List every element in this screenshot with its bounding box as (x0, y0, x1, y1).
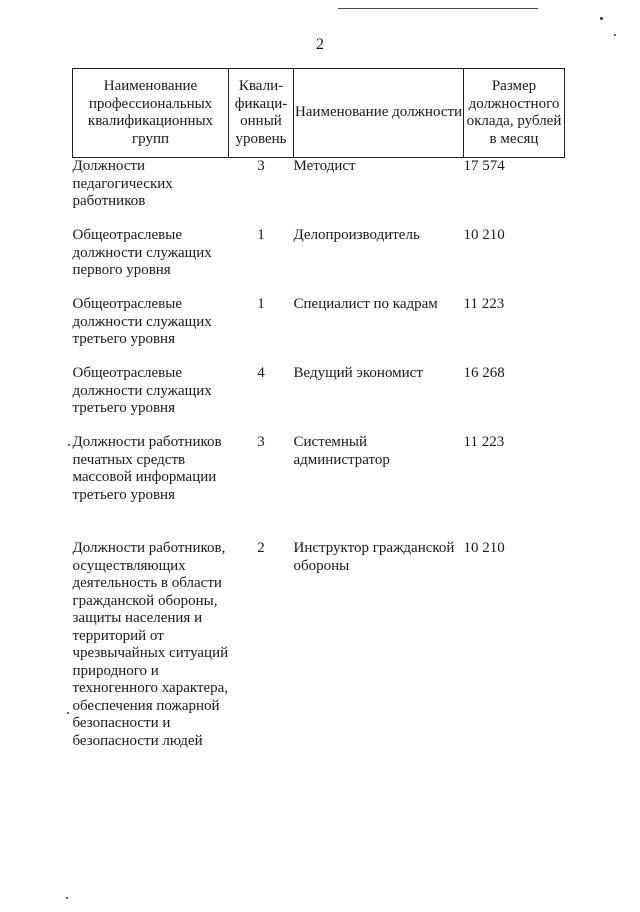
table-row (73, 540, 565, 820)
cell-position: Системный администратор (293, 434, 390, 468)
cell-salary: 10 210 (463, 227, 505, 243)
salary-table (72, 68, 565, 820)
cell-level: 1 (257, 227, 265, 243)
header-position: Наименование должности (294, 69, 464, 158)
table-row (73, 158, 565, 228)
cell-salary: 11 223 (463, 434, 505, 450)
cell-group: Общеотраслевые должности служащих третьего уровня (72, 296, 212, 347)
cell-position: Методист (293, 158, 356, 174)
cell-level: 3 (257, 434, 265, 450)
cell-salary: 10 210 (463, 540, 505, 556)
cell-level: 2 (257, 540, 265, 556)
cell-level: 4 (257, 365, 265, 381)
table-row (73, 365, 565, 434)
cell-position: Инструктор гражданской обороны (293, 540, 455, 574)
cell-position: Делопроизводитель (293, 227, 420, 243)
header-level: Квали-фикаци-онный уровень (229, 69, 294, 158)
table-header-row (73, 69, 565, 158)
header-salary: Размер должностного оклада, рублей в месяц (464, 69, 565, 158)
cell-position: Ведущий экономист (293, 365, 423, 381)
cell-group: Должности работников печатных средств массовой информации третьего уровня (72, 434, 222, 503)
scan-speck (67, 712, 69, 714)
cell-salary: 11 223 (463, 296, 505, 312)
scan-artifact-line (338, 8, 538, 9)
cell-level: 1 (257, 296, 265, 312)
scan-speck (600, 17, 603, 20)
table-row (73, 434, 565, 540)
cell-group: Должности работников, осуществляющих деятельность в области гражданской обороны, защиты населения и территорий от чрезвычайных ситуаций природного и техногенного характера, обеспечения пожарной безопасности и безопасности людей (72, 540, 229, 749)
page-number: 2 (316, 36, 324, 53)
cell-level: 3 (257, 158, 265, 174)
table-row (73, 227, 565, 296)
table-row (73, 296, 565, 365)
cell-group: Общеотраслевые должности служащих третьего уровня (72, 365, 212, 416)
cell-salary: 17 574 (463, 158, 505, 174)
scan-speck (66, 897, 68, 899)
cell-group: Общеотраслевые должности служащих первого уровня (72, 227, 212, 278)
header-group: Наименование профессиональных квалификационных групп (73, 69, 229, 158)
scan-speck (68, 444, 70, 446)
cell-position: Специалист по кадрам (293, 296, 438, 312)
cell-salary: 16 268 (463, 365, 505, 381)
cell-group: Должности педагогических работников (72, 158, 173, 209)
